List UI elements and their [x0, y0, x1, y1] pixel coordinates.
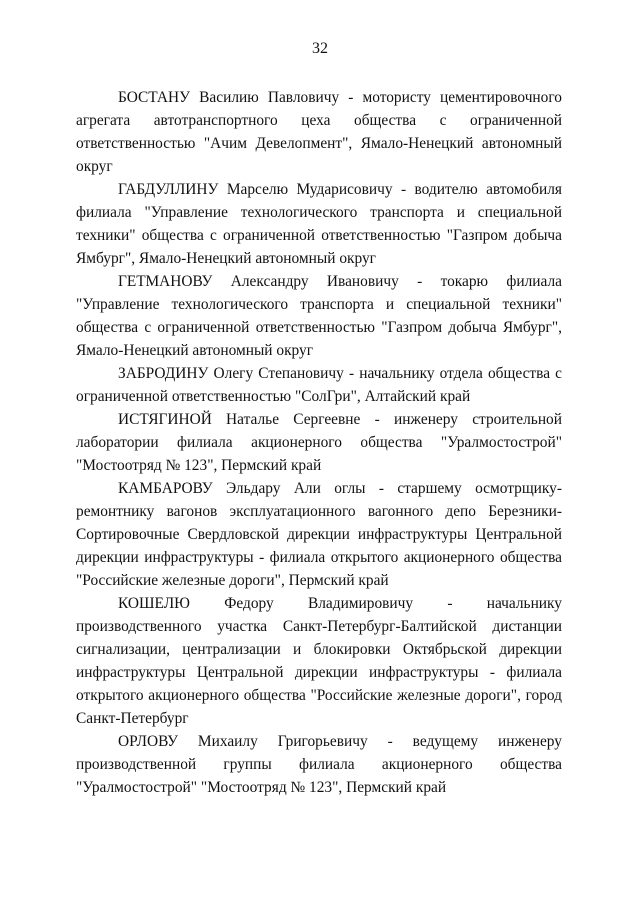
list-item: ЗАБРОДИНУ Олегу Степановичу - начальнику отдела общества с ограниченной ответственностью "СолГри", Алтайский край: [76, 365, 562, 405]
list-item: БОСТАНУ Василию Павловичу - мотористу цементировочного агрегата автотранспортного цеха общества с ограниченной ответственностью "Ачим Девелопмент", Ямало-Ненецкий автономный округ: [76, 89, 562, 175]
list-item: ГАБДУЛЛИНУ Марселю Мударисовичу - водителю автомобиля филиала "Управление технологического транспорта и специальной техники" общества с ограниченной ответственностью "Газпром добыча Ямбург", Ямало-Ненецкий автономный округ: [76, 181, 562, 267]
list-item: ИСТЯГИНОЙ Наталье Сергеевне - инженеру строительной лаборатории филиала акционерного общества "Уралмостострой" "Мостоотряд № 123", Пермский край: [76, 411, 562, 474]
page-number: 32: [312, 40, 328, 57]
list-item: КОШЕЛЮ Федору Владимировичу - начальнику производственного участка Санкт-Петербург-Балтийской дистанции сигнализации, централизации и блокировки Октябрьской дирекции инфраструктуры Центральной дирекции инфраструктуры - филиала открытого акционерного общества "Российские железные дороги", город Санкт-Петербург: [76, 595, 562, 727]
list-item: ГЕТМАНОВУ Александру Ивановичу - токарю филиала "Управление технологического транспорта и специальной техники" общества с ограниченной ответственностью "Газпром добыча Ямбург", Ямало-Ненецкий автономный округ: [76, 273, 562, 359]
award-list: [76, 86, 562, 799]
list-item: ОРЛОВУ Михаилу Григорьевичу - ведущему инженеру производственной группы филиала акционерного общества "Уралмостострой" "Мостоотряд № 123", Пермский край: [76, 733, 562, 796]
list-item: КАМБАРОВУ Эльдару Али оглы - старшему осмотрщику-ремонтнику вагонов эксплуатационного вагонного депо Березники-Сортировочные Свердловской дирекции инфраструктуры Центральной дирекции инфраструктуры - филиала открытого акционерного общества "Российские железные дороги", Пермский край: [76, 480, 562, 589]
